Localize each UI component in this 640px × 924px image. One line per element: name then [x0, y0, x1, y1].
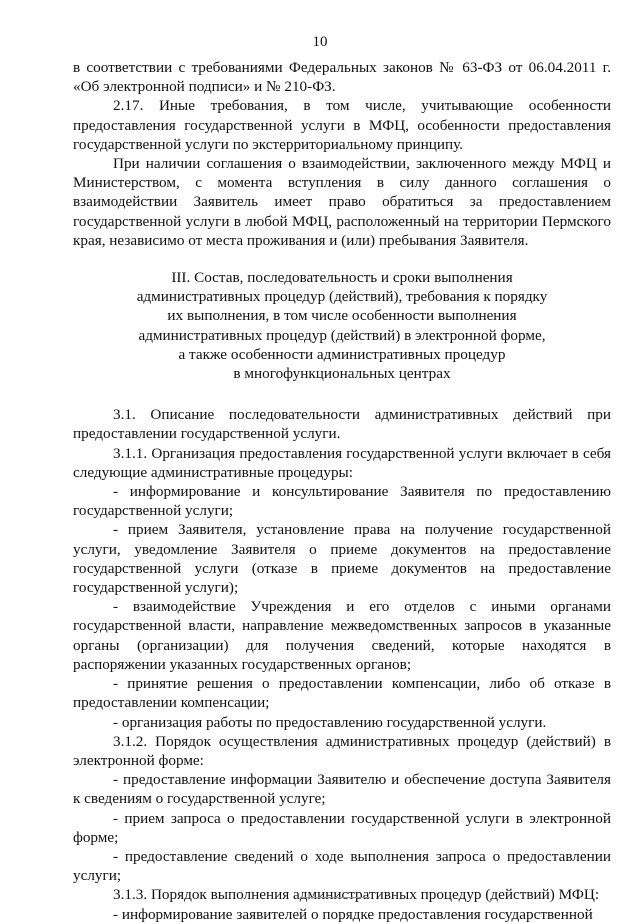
paragraph: в соответствии с требованиями Федеральных законов № 63-ФЗ от 06.04.2011 г. «Об электронной подписи» и № 210-ФЗ.	[73, 59, 611, 96]
document-body	[73, 58, 611, 924]
paragraph: - прием Заявителя, установление права на получение государственной услуги, уведомление Заявителя о приеме документов на предоставление государственной услуги (отказе в приеме документов на предоставление государственной услуги);	[73, 521, 611, 597]
paragraph: - организация работы по предоставлению государственной услуги.	[113, 713, 547, 731]
section-heading-line: административных процедур (действий), требования к порядку	[136, 288, 548, 306]
paragraph: - предоставление информации Заявителю и обеспечение доступа Заявителя к сведениям о государственной услуге;	[73, 771, 611, 808]
footer-divider	[300, 897, 370, 898]
paragraph: 3.1.1. Организация предоставления государственной услуги включает в себя следующие административные процедуры:	[73, 444, 611, 481]
section-heading-line: а также особенности административных процедур	[178, 345, 506, 363]
page-number: 10	[312, 34, 328, 50]
paragraph: - информирование заявителей о порядке предоставления государственной	[113, 905, 593, 923]
paragraph: - взаимодействие Учреждения и его отделов с иными органами государственной власти, направление межведомственных запросов в указанные органы (организации) для получения сведений, которые находятся в распоряжении указанных государственных органов;	[73, 598, 611, 673]
paragraph: 3.1.3. Порядок выполнения административных процедур (действий) МФЦ:	[113, 886, 600, 904]
paragraph: - информирование и консультирование Заявителя по предоставлению государственной услуги;	[73, 483, 611, 520]
paragraph: - прием запроса о предоставлении государственной услуги в электронной форме;	[73, 809, 611, 846]
paragraph: При наличии соглашения о взаимодействии, заключенного между МФЦ и Министерством, с момента вступления в силу данного соглашения о взаимодействии Заявитель имеет право обратиться за предоставлением государственной услуги в любой МФЦ, расположенный на территории Пермского края, независимо от места проживания и (или) пребывания Заявителя.	[73, 155, 611, 249]
paragraph: 3.1.2. Порядок осуществления административных процедур (действий) в электронной форме:	[73, 732, 611, 769]
section-heading-line: административных процедур (действий) в электронной форме,	[138, 326, 546, 344]
paragraphs-after	[73, 405, 611, 923]
section-heading-line: в многофункциональных центрах	[233, 365, 451, 383]
paragraph: - предоставление сведений о ходе выполнения запроса о предоставлении услуги;	[73, 847, 611, 885]
section-heading	[73, 268, 611, 383]
section-heading-line: III. Состав, последовательность и сроки выполнения	[171, 269, 513, 287]
paragraph: - принятие решения о предоставлении компенсации, либо об отказе в предоставлении компенсации;	[73, 675, 611, 712]
paragraph: 3.1. Описание последовательности административных действий при предоставлении государственной услуги.	[73, 406, 611, 443]
paragraphs-before	[73, 58, 611, 250]
paragraph: 2.17. Иные требования, в том числе, учитывающие особенности предоставления государственной услуги в МФЦ, особенности предоставления государственной услуги по экстерриториальному принципу.	[73, 97, 611, 153]
section-heading-line: их выполнения, в том числе особенности выполнения	[167, 307, 517, 325]
